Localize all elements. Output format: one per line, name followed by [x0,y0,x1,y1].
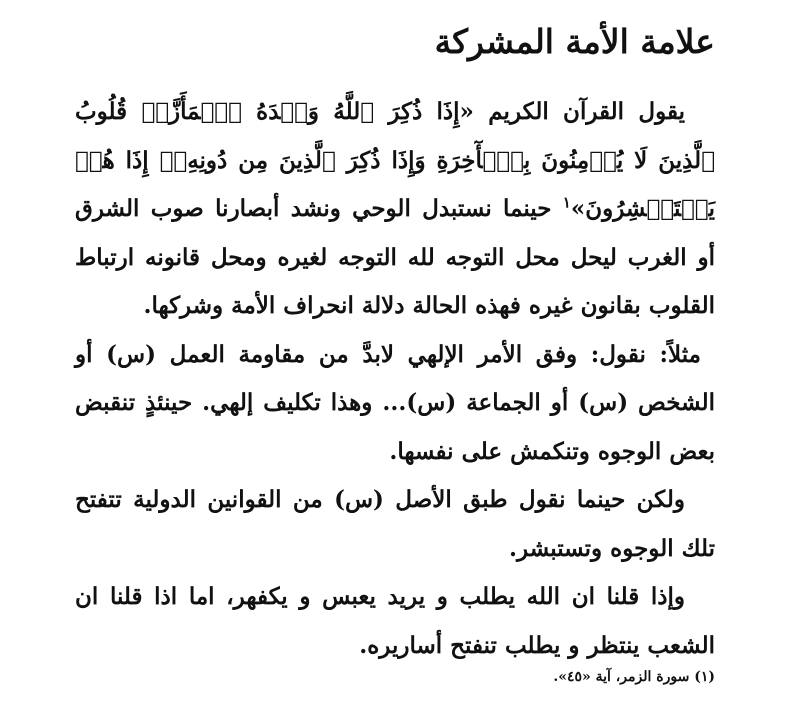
paragraph-example: مثلاً: نقول: وفق الأمر الإلهي لابدَّ من مقاومة العمل (س) أو الشخص (س) أو الجماعة (س)... وهذا تكليف إلهي. حينئذٍ تنقبض بعض الوجوه وتنكمش على نفسها. [75,340,715,465]
page-title: علامة الأمة المشركة [434,22,715,61]
quran-verse: «إِذَا ذُكِرَ ٱللَّهُ وَحۡدَهُ ٱشۡمَأَزَّتۡ قُلُوبُ ٱلَّذِينَ لَا يُؤۡمِنُونَ بِٱلۡأٓخِرَةِ وَإِذَا ذُكِرَ ٱلَّذِينَ مِن دُونِهِۦٓ إِذَا هُمۡ يَسۡتَبۡشِرُونَ» [75,98,715,222]
paragraph-intro: يقول القرآن الكريم [488,98,685,125]
paragraph-people-expectation: وإذا قلنا ان الله يطلب و يريد يعبس و يكفهر، اما اذا قلنا ان الشعب ينتظر و يطلب تنفتح أساريره. [75,583,715,659]
footnote: (١) سورة الزمر، آية «٤٥». [553,669,715,685]
body-text [75,88,715,670]
paragraph-international-laws: ولكن حينما نقول طبق الأصل (س) من القوانين الدولية تتفتح تلك الوجوه وتستبشر. [75,486,715,562]
footnote-reference: ١ [562,193,571,212]
paragraph-quran-quote [75,88,715,331]
paragraph-continuation: حينما نستبدل الوحي ونشد أبصارنا صوب الشرق أو الغرب ليحل محل التوجه لله التوجه لغيره ومحل قانونه ارتباط القلوب بقانون غيره فهذه الحالة دلالة انحراف الأمة وشركها. [75,195,715,319]
